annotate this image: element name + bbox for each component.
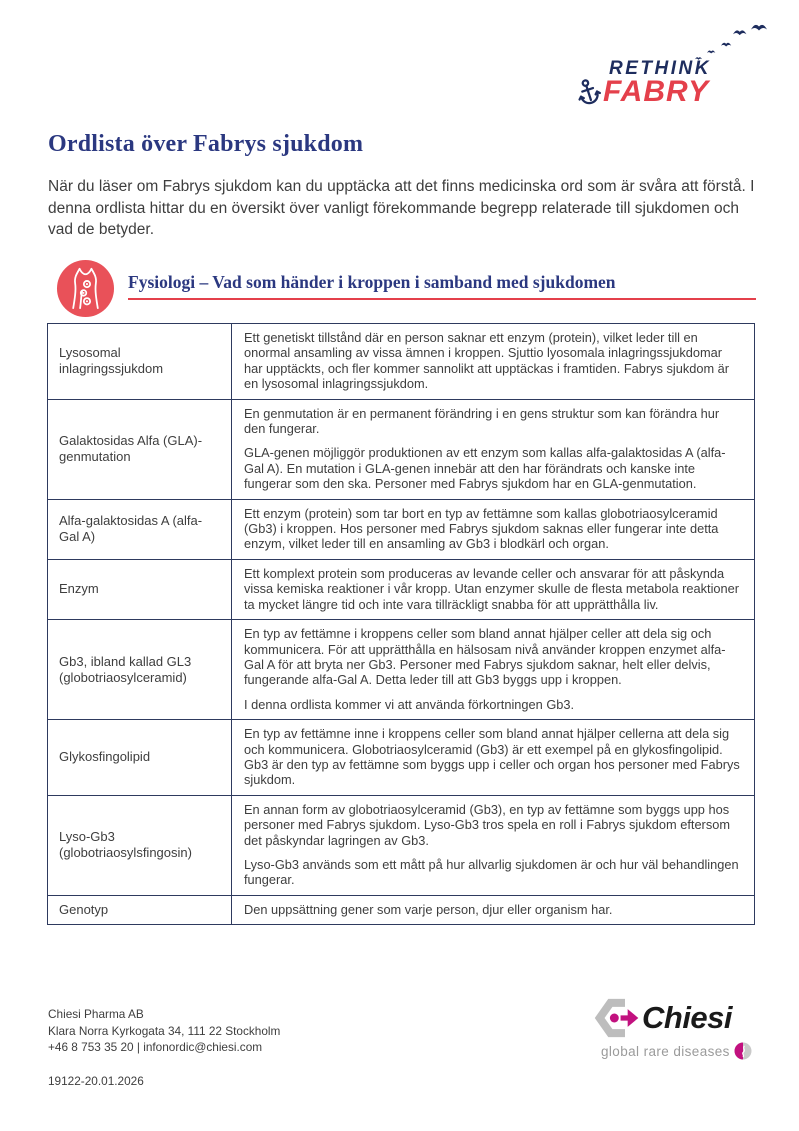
body-organs-icon xyxy=(56,259,115,318)
section-underline xyxy=(128,298,756,300)
table-row xyxy=(48,399,755,499)
chiesi-tagline-text: global rare diseases xyxy=(601,1043,730,1059)
definition-cell: Ett komplext protein som produceras av levande celler och ansvarar för att påskynda vissa kemiska reaktioner i vår kropp. Utan enzymer skulle de flesta metabola reaktioner ta mycket längre tid och inte vara tillräckligt snabba för att upprätthålla liv. xyxy=(232,559,755,619)
fabry-wordmark: FABRY xyxy=(603,75,710,108)
intro-paragraph: När du läser om Fabrys sjukdom kan du upptäcka att det finns medicinska ord som är svåra att förstå. I denna ordlista hittar du en översikt över vanligt förekommande begrepp relaterade till sjukdomen och vad de betyder. xyxy=(48,178,755,238)
table-row xyxy=(48,324,755,400)
term-cell: Glykosfingolipid xyxy=(48,720,232,796)
section-title: Fysiologi – Vad som händer i kroppen i samband med sjukdomen xyxy=(128,272,616,292)
glossary-table-body xyxy=(48,324,755,925)
term-cell: Genotyp xyxy=(48,895,232,924)
anchor-icon xyxy=(571,73,606,111)
chiesi-logo xyxy=(593,996,773,1060)
table-row xyxy=(48,895,755,924)
chiesi-mark-icon xyxy=(593,996,641,1040)
footer-document-code: 19122-20.01.2026 xyxy=(48,1073,144,1088)
table-row xyxy=(48,795,755,895)
term-cell: Alfa-galaktosidas A (alfa-Gal A) xyxy=(48,499,232,559)
table-row xyxy=(48,720,755,796)
rare-disease-icon xyxy=(734,1042,752,1060)
table-row xyxy=(48,620,755,720)
definition-cell: Den uppsättning gener som varje person, djur eller organism har. xyxy=(232,895,755,924)
term-cell: Galaktosidas Alfa (GLA)-genmutation xyxy=(48,399,232,499)
term-cell: Gb3, ibland kallad GL3 (globotriaosylceramid) xyxy=(48,620,232,720)
footer-contact xyxy=(48,1006,280,1089)
page-title: Ordlista över Fabrys sjukdom xyxy=(48,131,364,157)
definition-cell: En typ av fettämne i kroppens celler som bland annat hjälper celler att dela sig och kommunicera. För att upprätthålla en hälsosam nivå använder kroppen enzymet alfa-Gal A för att bryta ner Gb3. Personer med Fabrys sjukdom saknar, helt eller delvis, fungerande alfa-Gal A. Detta leder till att Gb3 byggs upp i kroppen. I denna ordlista kommer vi att använda förkortningen Gb3. xyxy=(232,620,755,720)
footer-company: Chiesi Pharma AB xyxy=(48,1007,144,1021)
definition-cell: En genmutation är en permanent förändring i en gens struktur som kan förändra hur den fungerar. GLA-genen möjliggör produktionen av ett enzym som kallas alfa-galaktosidas A (alfa-Gal A). En mutation i GLA-genen innebär att den har förändrats och kanske inte fungerar som den ska. Personer med Fabrys sjukdom har en GLA-genmutation. xyxy=(232,399,755,499)
definition-cell: Ett genetiskt tillstånd där en person saknar ett enzym (protein), vilket leder till en onormal ansamling av vissa ämnen i kroppen. Sjuttio lyosomala inlagringssjukdomar har upptäckts, och fler kommer sannolikt att upptäckas i framtiden. Fabrys sjukdom är en lysosomal inlagringssjukdom. xyxy=(232,324,755,400)
footer-phone-email: +46 8 753 35 20 | infonordic@chiesi.com xyxy=(48,1040,263,1054)
table-row xyxy=(48,559,755,619)
table-row xyxy=(48,499,755,559)
chiesi-wordmark: Chiesi xyxy=(642,1000,733,1035)
definition-cell: En typ av fettämne inne i kroppens celler som bland annat hjälper cellerna att dela sig och kommunicera. Globotriaosylceramid (Gb3) är ett exempel på en glykosfingolipid. Gb3 är den typ av fettämne som byggs upp i celler och organ hos personer med Fabrys sjukdom. xyxy=(232,720,755,796)
term-cell: Lyso-Gb3 (globotriaosylsfingosin) xyxy=(48,795,232,895)
section-header xyxy=(48,259,756,318)
definition-cell: Ett enzym (protein) som tar bort en typ av fettämne som kallas globotriaosylceramid (Gb3) i kroppen. Hos personer med Fabrys sjukdom saknas eller fungerar inte detta enzym, vilket leder till en ansamling av Gb3 i blodkärl och organ. xyxy=(232,499,755,559)
glossary-table xyxy=(47,323,755,925)
term-cell: Enzym xyxy=(48,559,232,619)
rethink-wordmark: RETHINK xyxy=(609,58,711,79)
rethink-fabry-logo xyxy=(571,20,771,108)
definition-cell: En annan form av globotriaosylceramid (Gb3), en typ av fettämne som byggs upp hos personer med Fabrys sjukdom. Lyso-Gb3 tros spela en roll i Fabrys sjukdom eftersom det påskyndar lagringen av Gb3. Lyso-Gb3 används som ett mått på hur allvarlig sjukdomen är och hur väl behandlingen fungerar. xyxy=(232,795,755,895)
footer-address: Klara Norra Kyrkogata 34, 111 22 Stockholm xyxy=(48,1023,281,1038)
term-cell: Lysosomal inlagringssjukdom xyxy=(48,324,232,400)
